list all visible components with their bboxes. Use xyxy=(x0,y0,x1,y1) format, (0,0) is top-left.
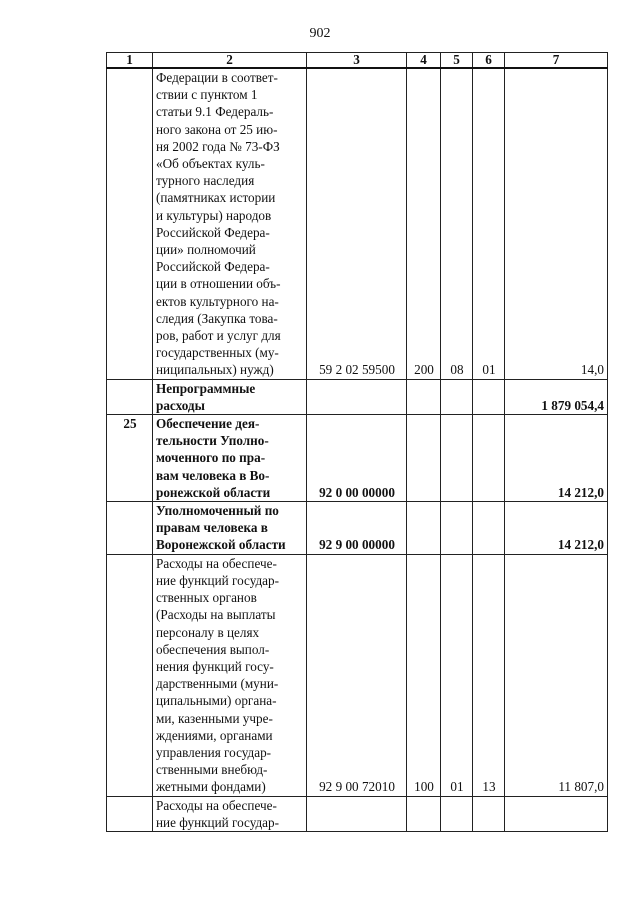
row-code-cell: 92 9 00 00000 xyxy=(307,502,407,555)
row-name-line: нения функций госу- xyxy=(156,658,274,674)
row-name-cell xyxy=(153,68,307,379)
row-name-line: ние функций государ- xyxy=(156,814,280,830)
table-row xyxy=(107,796,608,831)
row-name-line: ствии с пунктом 1 xyxy=(156,87,258,103)
row-sum-cell: 14,0 xyxy=(505,68,608,379)
row-name-cell xyxy=(153,796,307,831)
row-number-cell: 25 xyxy=(107,415,153,502)
row-name-cell xyxy=(153,379,307,414)
row-name-line: «Об объектах куль- xyxy=(156,156,265,172)
row-number-cell xyxy=(107,502,153,555)
row-name-line: турного наследия xyxy=(156,173,255,189)
row-sum-cell xyxy=(505,796,608,831)
table-body xyxy=(107,68,608,831)
table-row xyxy=(107,554,608,796)
row-name-line: Расходы на обеспече- xyxy=(156,555,277,571)
row-code-cell xyxy=(307,796,407,831)
row-name-line: ми, казенными учре- xyxy=(156,710,273,726)
row-col5-cell xyxy=(441,379,473,414)
table-row xyxy=(107,502,608,555)
row-name-line: (Расходы на выплаты xyxy=(156,607,276,623)
row-name-line: тельности Уполно- xyxy=(156,433,269,449)
row-col4-cell xyxy=(407,796,441,831)
row-col5-cell xyxy=(441,502,473,555)
row-col4-cell xyxy=(407,502,441,555)
row-col6-cell xyxy=(473,502,505,555)
budget-table xyxy=(106,52,608,832)
row-name-line: ции» полномочий xyxy=(156,242,256,258)
row-col6-cell xyxy=(473,415,505,502)
row-name-line: ципальными) органа- xyxy=(156,693,277,709)
row-name-cell xyxy=(153,502,307,555)
column-header-2: 2 xyxy=(153,53,307,69)
row-name-line: Расходы на обеспече- xyxy=(156,797,277,813)
column-header-4: 4 xyxy=(407,53,441,69)
row-col5-cell xyxy=(441,415,473,502)
row-col5-cell: 01 xyxy=(441,554,473,796)
column-header-1: 1 xyxy=(107,53,153,69)
header-row xyxy=(107,53,608,69)
table-row xyxy=(107,415,608,502)
row-col6-cell xyxy=(473,379,505,414)
row-name-line: обеспечения выпол- xyxy=(156,641,270,657)
row-name-line: (памятниках истории xyxy=(156,190,276,206)
row-name-cell xyxy=(153,415,307,502)
row-name-line: и культуры) народов xyxy=(156,207,272,223)
row-col4-cell xyxy=(407,379,441,414)
row-name-line: вам человека в Во- xyxy=(156,467,270,483)
row-name-line: дарственными (муни- xyxy=(156,676,279,692)
row-col4-cell xyxy=(407,415,441,502)
row-col4-cell: 100 xyxy=(407,554,441,796)
row-number-cell xyxy=(107,379,153,414)
page-number: 902 xyxy=(309,26,331,41)
row-col6-cell: 01 xyxy=(473,68,505,379)
row-name-line: ня 2002 года № 73-ФЗ xyxy=(156,138,280,154)
row-name-line: правам человека в xyxy=(156,520,268,536)
row-col6-cell: 13 xyxy=(473,554,505,796)
row-name-line: ние функций государ- xyxy=(156,572,280,588)
row-name-line: моченного по пра- xyxy=(156,450,266,466)
row-code-cell: 92 9 00 72010 xyxy=(307,554,407,796)
row-name-line: следия (Закупка това- xyxy=(156,310,278,326)
row-name-line: ственных органов xyxy=(156,590,257,606)
row-col5-cell xyxy=(441,796,473,831)
table-row xyxy=(107,68,608,379)
row-name-line: Федерации в соответ- xyxy=(156,70,278,85)
row-name-line: расходы xyxy=(156,397,205,413)
column-header-7: 7 xyxy=(505,53,608,69)
row-name-line: статьи 9.1 Федераль- xyxy=(156,104,274,120)
row-name-line: Российской Федера- xyxy=(156,259,270,275)
row-name-line: ждениями, органами xyxy=(156,727,273,743)
column-header-5: 5 xyxy=(441,53,473,69)
row-col6-cell xyxy=(473,796,505,831)
row-name-line: жетными фондами) xyxy=(156,779,266,795)
row-name-line: Обеспечение дея- xyxy=(156,416,260,432)
row-name-line: государственных (му- xyxy=(156,345,279,361)
row-name-line: ного закона от 25 ию- xyxy=(156,121,278,137)
row-name-line: управления государ- xyxy=(156,744,272,760)
row-sum-cell: 11 807,0 xyxy=(505,554,608,796)
row-name-line: ции в отношении объ- xyxy=(156,276,281,292)
row-sum-cell: 14 212,0 xyxy=(505,502,608,555)
row-sum-cell: 14 212,0 xyxy=(505,415,608,502)
row-name-line: ронежской области xyxy=(156,484,271,500)
row-name-line: ственными внебюд- xyxy=(156,762,268,778)
table-row xyxy=(107,379,608,414)
row-code-cell xyxy=(307,379,407,414)
row-code-cell: 92 0 00 00000 xyxy=(307,415,407,502)
row-name-line: Уполномоченный по xyxy=(156,503,279,519)
row-number-cell xyxy=(107,554,153,796)
row-name-line: Российской Федера- xyxy=(156,224,270,240)
row-name-line: ектов культурного на- xyxy=(156,293,279,309)
row-name-line: Воронежской области xyxy=(156,537,286,553)
row-name-line: персоналу в целях xyxy=(156,624,260,640)
row-number-cell xyxy=(107,68,153,379)
column-header-3: 3 xyxy=(307,53,407,69)
row-col5-cell: 08 xyxy=(441,68,473,379)
row-name-line: ров, работ и услуг для xyxy=(156,328,281,344)
row-name-cell xyxy=(153,554,307,796)
row-col4-cell: 200 xyxy=(407,68,441,379)
row-code-cell: 59 2 02 59500 xyxy=(307,68,407,379)
row-name-line: Непрограммные xyxy=(156,380,256,396)
row-name-line: ниципальных) нужд) xyxy=(156,362,274,378)
column-header-6: 6 xyxy=(473,53,505,69)
row-number-cell xyxy=(107,796,153,831)
row-sum-cell: 1 879 054,4 xyxy=(505,379,608,414)
